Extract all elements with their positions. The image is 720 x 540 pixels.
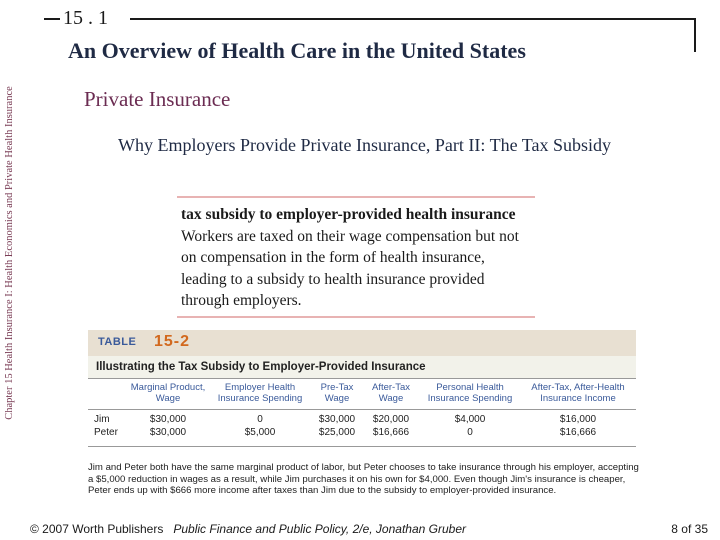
table-cell: $30,000	[149, 427, 187, 438]
row-name: Jim	[94, 414, 110, 425]
table-column-headers	[88, 379, 636, 410]
table-cell: $5,000	[244, 427, 276, 438]
definition-top-rule	[177, 196, 535, 198]
chapter-sidebar-label: Chapter 15 Health Insurance I: Health Economics and Private Health Insurance	[4, 86, 15, 420]
footer-copyright: © 2007 Worth Publishers	[30, 522, 164, 536]
subheading: Why Employers Provide Private Insurance, Part II: The Tax Subsidy	[118, 135, 611, 155]
definition-bottom-rule	[177, 316, 535, 318]
table-cell: 0	[257, 414, 263, 425]
page-number: 8 of 35	[671, 522, 708, 536]
subtitle: Private Insurance	[84, 87, 231, 111]
definition-term: tax subsidy to employer-provided health insurance	[181, 206, 516, 223]
table-number: 15-2	[154, 333, 191, 350]
page-title: An Overview of Health Care in the United States	[68, 38, 526, 63]
definition-text	[181, 204, 533, 312]
table-cell: $16,666	[372, 427, 410, 438]
table-cell: 0	[467, 427, 473, 438]
table-header	[88, 330, 636, 356]
table-note: Jim and Peter both have the same marginal product of labor, but Peter chooses to take insurance through his employer, accepting a $5,000 reduction in wages as a result, while Jim purchases it on his own for $4,000. Even though Jim's insurance is cheaper, Peter ends up with $666 more income after taxes than Jim due to the subsidy to employer-provided insurance.	[88, 462, 639, 496]
header-rule-right	[130, 18, 696, 20]
table-cell: $20,000	[372, 414, 410, 425]
table-label: TABLE	[98, 336, 137, 348]
table-bottom-rule	[88, 440, 636, 447]
table-cell: $4,000	[454, 414, 486, 425]
table-cell: $16,666	[559, 427, 597, 438]
table-cell: $30,000	[149, 414, 187, 425]
header-rule-vertical	[694, 18, 696, 52]
column-header: Marginal Product, Wage	[130, 382, 206, 404]
column-header: Pre-Tax Wage	[320, 382, 354, 404]
column-header: After-Tax, After-Health Insurance Income	[531, 382, 625, 404]
definition-body: Workers are taxed on their wage compensation but not on compensation in the form of health insurance, leading to a subsidy to health insurance provided through employers.	[181, 227, 519, 309]
footer-book: Public Finance and Public Policy, 2/e, Jonathan Gruber	[173, 522, 466, 536]
row-name: Peter	[94, 427, 118, 438]
table-row	[88, 414, 636, 427]
table-row	[88, 427, 636, 440]
column-header: After-Tax Wage	[371, 382, 410, 404]
table-cell: $25,000	[318, 427, 356, 438]
table-title: Illustrating the Tax Subsidy to Employer-Provided Insurance	[88, 356, 636, 379]
footer	[30, 522, 466, 536]
definition-box	[177, 196, 535, 318]
column-header: Employer Health Insurance Spending	[217, 382, 303, 404]
column-header: Personal Health Insurance Spending	[427, 382, 513, 404]
table-cell: $30,000	[318, 414, 356, 425]
data-table	[88, 330, 636, 447]
header-rule-left	[44, 18, 60, 20]
section-number: 15 . 1	[60, 6, 111, 30]
table-cell: $16,000	[559, 414, 597, 425]
